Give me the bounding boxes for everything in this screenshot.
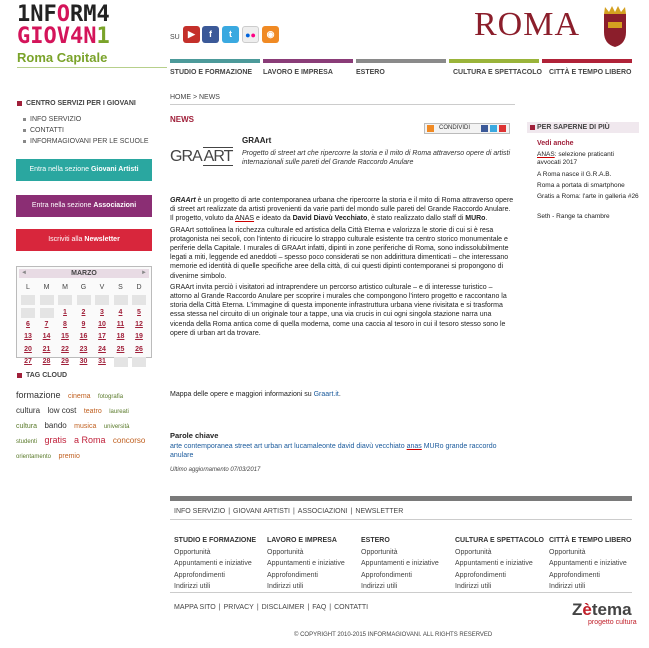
right-section-header [527, 122, 639, 133]
share-icon [427, 125, 434, 132]
tag-cloud-title-text: TAG CLOUD [26, 372, 68, 379]
youtube-icon[interactable]: ▶ [183, 26, 200, 43]
article-subtitle: Progetto di street art che ripercorre la storia e il mito di Roma attraverso opere di artisti internazionali sulle pareti del Grande Raccordo Anulare [242, 150, 511, 166]
footer-menu-secondary [174, 604, 368, 611]
article-text: e ideato da [254, 215, 293, 223]
calendar-day[interactable]: 17 [98, 333, 106, 341]
footer-column-link[interactable]: Approfondimenti [267, 571, 318, 579]
tag-link[interactable]: low cost [47, 406, 77, 415]
footer-column [267, 535, 345, 593]
zetema-logo[interactable] [572, 600, 632, 620]
footer-column-link[interactable]: Indirizzi utili [549, 583, 586, 590]
footer-separator: | [307, 604, 310, 611]
calendar-day[interactable]: 18 [116, 333, 125, 341]
tag-link[interactable]: bando [44, 421, 67, 430]
footer-column-link[interactable]: Approfondimenti [455, 571, 506, 579]
map-text: Mappa delle opere e maggiori informazioni su [170, 391, 314, 398]
facebook-icon[interactable]: f [202, 26, 219, 43]
footer-column-link[interactable]: Appuntamenti e iniziative [361, 560, 439, 567]
tag-cloud-title [17, 372, 67, 379]
footer-column-link[interactable]: Appuntamenti e iniziative [174, 560, 252, 567]
nav-lavoro-impresa[interactable]: LAVORO E IMPRESA [263, 69, 333, 76]
calendar-weekday: D [136, 284, 142, 291]
calendar-day[interactable]: 30 [79, 357, 88, 365]
calendar-prev-icon[interactable]: ◄ [21, 270, 27, 276]
footer-divider [170, 519, 632, 520]
associazioni-button[interactable] [16, 195, 152, 217]
share-label: CONDIVIDI [439, 125, 471, 131]
twitter-icon[interactable]: t [222, 26, 239, 43]
footer-link-newsletter[interactable]: NEWSLETTER [355, 508, 404, 515]
footer-separator: | [292, 508, 295, 515]
button-text: Entra nella sezione [29, 166, 91, 173]
calendar-day[interactable]: 22 [61, 345, 69, 353]
bullet-icon [23, 118, 26, 121]
calendar-month: MARZO [71, 270, 97, 277]
calendar-day[interactable]: 7 [44, 320, 49, 328]
nav-citta-tempo-libero[interactable]: CITTÀ E TEMPO LIBERO [549, 69, 632, 76]
twitter-icon[interactable] [490, 125, 497, 132]
footer-separator: | [218, 604, 221, 611]
button-text: Entra nella sezione [31, 202, 94, 209]
left-item-label: CONTATTI [30, 127, 64, 134]
article-text: . [485, 215, 488, 223]
calendar-day[interactable]: 14 [42, 333, 51, 341]
calendar-day[interactable]: 31 [98, 357, 106, 365]
bullet-icon [23, 140, 26, 143]
footer-column-link[interactable]: Opportunità [361, 548, 398, 556]
see-also-item[interactable]: Seth - Range ta chambre [537, 213, 610, 220]
zetema-subtitle: progetto cultura [588, 619, 637, 626]
facebook-icon[interactable] [481, 125, 488, 132]
left-title-text: CENTRO SERVIZI PER I GIOVANI [26, 100, 136, 107]
article-body [170, 196, 515, 340]
button-text: Iscriviti alla [48, 236, 85, 243]
logo-subtitle: Roma Capitale [17, 50, 108, 65]
tag-link[interactable]: cinema [67, 393, 91, 400]
tag-link[interactable]: formazione [16, 390, 61, 400]
nav-bar-estero [356, 59, 446, 63]
button-text-bold: Associazioni [93, 202, 137, 209]
calendar-day[interactable]: 23 [79, 345, 88, 353]
calendar-day[interactable]: 13 [24, 333, 32, 341]
footer-column-heading[interactable]: ESTERO [361, 537, 390, 544]
calendar-empty-day [40, 295, 54, 305]
article-paragraph: GRAArt invita perciò i visitatori ad intraprendere un percorso artistico culturale – e di interesse turistico – attorno al Grande Raccordo Anulare per scoprire i murales che compongono l'intero progetto e raccontano la storia della Città Eterna. L'immagine di questa imponente infrastruttura urbana viene rivisitata e si trasforma essa stessa nel circuito di un originale tour a tappe, una via crucis in cui ogni singola stazione narra una vicenda della Roma antica come di quella moderna, come una caccia al tesoro in cui il tesoro stesso sono le opere di urban art da trovare. [170, 283, 507, 337]
rss-icon[interactable]: ◉ [262, 26, 279, 43]
see-also-item[interactable]: Roma a portata di smartphone [537, 182, 625, 189]
footer-column-link[interactable]: Opportunità [455, 548, 492, 556]
calendar-header [19, 269, 149, 278]
article-text: ANAS [235, 215, 255, 223]
breadcrumb[interactable]: HOME > NEWS [170, 94, 220, 101]
footer-column [361, 535, 439, 593]
calendar-weekday: M [62, 284, 68, 291]
footer-column-link[interactable]: Opportunità [549, 548, 586, 556]
logo-text: 1 [96, 24, 110, 49]
nav-bar-studio [170, 59, 260, 63]
calendar-empty-day [132, 357, 146, 367]
calendar-weekday: M [43, 284, 50, 291]
footer-column-link[interactable]: Indirizzi utili [361, 583, 398, 590]
article-paragraph [170, 196, 515, 224]
footer-column-heading[interactable]: STUDIO E FORMAZIONE [174, 537, 257, 544]
footer-column-heading[interactable]: CULTURA E SPETTACOLO [455, 537, 544, 544]
calendar-day[interactable]: 1 [63, 308, 67, 316]
calendar-day[interactable]: 3 [100, 308, 104, 316]
calendar-weekday: S [118, 284, 123, 291]
left-section-title [17, 100, 136, 107]
footer-column-heading[interactable]: LAVORO E IMPRESA [267, 537, 337, 544]
tag-link[interactable]: teatro [83, 408, 102, 415]
article-text: , è stato realizzato dallo staff di [367, 215, 466, 223]
tag-link[interactable]: gratis [44, 435, 67, 445]
calendar-day[interactable]: 11 [116, 320, 125, 328]
social-label: SU [170, 34, 180, 41]
zetema-text: Z [572, 600, 583, 619]
keywords-title: Parole chiave [170, 431, 219, 440]
calendar-empty-day [114, 357, 128, 367]
calendar-day[interactable]: 29 [61, 357, 69, 365]
footer-column-link[interactable]: Opportunità [174, 548, 211, 556]
left-item-info-servizio[interactable] [23, 116, 81, 123]
article-text: è un progetto di arte contemporanea urbana che ripercorre la storia e il mito di Roma attraverso opere di street art realizzate da artisti provenienti da varie parti del mondo sulle pareti del Grande Raccordo Anulare. Il progetto, voluto da [170, 197, 514, 223]
calendar-day[interactable]: 16 [79, 333, 88, 341]
footer-divider [170, 592, 632, 593]
zetema-text: tema [591, 600, 632, 619]
see-also-item[interactable]: Gratis a Roma: l'arte in galleria #26 [537, 193, 639, 200]
calendar-day[interactable]: 6 [26, 320, 30, 328]
calendar-weekday: V [99, 284, 105, 291]
calendar-day[interactable]: 9 [81, 320, 86, 328]
button-text-bold: Giovani Artisti [90, 166, 139, 173]
footer-column [549, 535, 631, 593]
tag-link[interactable]: musica [74, 423, 97, 430]
left-item-contatti[interactable] [23, 127, 64, 134]
footer-link-info[interactable]: INFO SERVIZIO [174, 508, 226, 515]
square-bullet-icon [530, 125, 535, 130]
logo-text: O [56, 2, 70, 27]
logo-text: 1NF [17, 2, 57, 27]
tag-cloud [16, 388, 156, 463]
calendar-weekday: L [26, 284, 30, 291]
tag-link[interactable]: cultura [16, 406, 41, 415]
tag-link[interactable]: studenti [16, 439, 38, 445]
calendar-day[interactable]: 10 [98, 320, 106, 328]
calendar-day[interactable]: 28 [42, 357, 51, 365]
footer-bar [170, 496, 632, 501]
see-also-text: ANAS [537, 151, 555, 158]
footer-column-link[interactable]: Appuntamenti e iniziative [549, 560, 627, 567]
footer-column-heading[interactable]: CITTÀ E TEMPO LIBERO [549, 537, 632, 544]
logo-informagiovani-line1[interactable] [17, 4, 110, 26]
footer-menu [174, 508, 403, 515]
newsletter-button[interactable] [16, 229, 152, 251]
right-head-text: PER SAPERNE DI PIÙ [537, 124, 610, 131]
square-bullet-icon [17, 101, 22, 106]
footer-column-link[interactable]: Approfondimenti [361, 571, 412, 579]
footer-link-privacy[interactable]: PRIVACY [223, 604, 254, 611]
see-also-text: : selezione praticanti avvocati 2017 [537, 151, 614, 166]
tag-link[interactable]: fotografia [98, 394, 124, 400]
breadcrumb-divider [170, 104, 515, 105]
footer-column-link[interactable]: Approfondimenti [174, 571, 225, 579]
tag-link[interactable]: laureati [109, 409, 129, 415]
footer-column-link[interactable]: Indirizzi utili [174, 583, 211, 590]
see-also-item[interactable]: A Roma nasce il G.R.A.B. [537, 171, 612, 178]
calendar-day[interactable]: 25 [116, 345, 125, 353]
calendar-weekday: G [80, 284, 87, 291]
calendar-empty-day [21, 295, 35, 305]
calendar-day[interactable]: 5 [137, 308, 141, 316]
see-also-title: Vedi anche [537, 140, 574, 147]
tag-link[interactable]: a Roma [73, 435, 106, 445]
footer-link-mappa[interactable]: MAPPA SITO [174, 604, 216, 611]
zetema-text: è [582, 600, 592, 619]
calendar-day[interactable]: 26 [135, 345, 143, 353]
logo-text: RM4 [70, 2, 110, 27]
logo-divider [17, 67, 167, 68]
keywords-text[interactable]: MURo grande raccordo anulare [170, 443, 497, 459]
calendar-day[interactable]: 19 [135, 333, 143, 341]
map-info [170, 391, 341, 398]
roma-crest-icon [598, 4, 632, 48]
calendar-empty-day [114, 295, 128, 305]
calendar-day[interactable]: 24 [98, 345, 106, 353]
nav-cultura-spettacolo[interactable]: CULTURA E SPETTACOLO [453, 69, 542, 76]
calendar-empty-day [132, 295, 146, 305]
section-label: NEWS [170, 115, 194, 124]
article-text: MURo [465, 215, 486, 223]
logo-text: GIOV4N [17, 24, 97, 49]
see-also-item[interactable] [537, 151, 639, 167]
calendar-day[interactable]: 20 [24, 345, 32, 353]
keywords-list[interactable] [170, 442, 515, 460]
footer-column [455, 535, 544, 593]
left-item-scuole[interactable] [23, 138, 149, 145]
footer-separator: | [350, 508, 353, 515]
calendar-empty-day [40, 308, 54, 318]
keywords-text[interactable]: anas [406, 443, 422, 450]
plus-icon[interactable] [499, 125, 506, 132]
flickr-icon[interactable]: ●● [242, 26, 259, 43]
graart-logo [170, 148, 233, 166]
article-text: GRAArt [170, 197, 196, 204]
footer-link-faq[interactable]: FAQ [312, 604, 327, 611]
footer-column-link[interactable]: Opportunità [267, 548, 304, 556]
button-text-bold: Newsletter [84, 236, 120, 243]
calendar-day[interactable]: 12 [135, 320, 143, 328]
graart-logo-text: GRA [170, 148, 202, 165]
square-bullet-icon [17, 373, 22, 378]
tag-link[interactable]: concorso [112, 436, 146, 445]
calendar-day[interactable]: 27 [24, 357, 32, 365]
left-item-label: INFO SERVIZIO [30, 116, 82, 123]
footer-link-disclaimer[interactable]: DISCLAIMER [261, 604, 305, 611]
calendar [16, 266, 152, 365]
footer-separator: | [329, 604, 332, 611]
tag-link[interactable]: cultura [16, 423, 38, 430]
article-title: GRAArt [242, 136, 272, 145]
article-text: David Diavù Vecchiato [292, 215, 368, 223]
footer-separator: | [256, 604, 259, 611]
copyright: © COPYRIGHT 2010-2015 INFORMAGIOVANI. ALL RIGHTS RESERVED [294, 632, 493, 638]
share-button[interactable] [424, 123, 510, 134]
calendar-empty-day [77, 295, 91, 305]
left-item-label: INFORMAGIOVANI PER LE SCUOLE [30, 138, 149, 145]
giovani-artisti-button[interactable] [16, 159, 152, 181]
nav-bar-cultura [449, 59, 539, 63]
map-text: . [338, 391, 341, 398]
footer-separator: | [228, 508, 231, 515]
last-updated: Ultimo aggiornamento 07/03/2017 [170, 467, 261, 473]
calendar-day[interactable]: 21 [42, 345, 51, 353]
calendar-next-icon[interactable]: ► [141, 270, 147, 276]
logo-informagiovani-line2[interactable] [17, 26, 110, 48]
nav-bar-lavoro [263, 59, 353, 63]
footer-column-link[interactable]: Appuntamenti e iniziative [267, 560, 345, 567]
footer-column-link[interactable]: Indirizzi utili [455, 583, 492, 590]
graart-logo-text: ART [203, 148, 233, 165]
article-paragraph: GRAArt sottolinea la ricchezza culturale ed artistica della Città Eterna e valorizza le storie di cui si è resa protagonista nei secoli, con l'intento di ricucire lo strappo culturale esistente tra centro storico monumentale e periferie della Capitale. I murales di GRAArt infatti, dipinti in zone periferiche di Roma, sono indissolubilmente legati a miti, leggende ed aneddoti – spesso poco considerati se non addirittura dimenticati – che interessano memorie ed identità di quelle specifiche aree della città, di cui questi dipinti contemporanei si propongono di divenirne simbolo. [170, 226, 509, 280]
footer-column [174, 535, 256, 593]
footer-link-contatti[interactable]: CONTATTI [334, 604, 369, 611]
footer-column-link[interactable]: Indirizzi utili [267, 583, 304, 590]
footer-column-link[interactable]: Appuntamenti e iniziative [455, 560, 533, 567]
calendar-empty-day [58, 295, 72, 305]
footer-column-link[interactable]: Approfondimenti [549, 571, 600, 579]
tag-link[interactable]: orientamento [16, 454, 52, 460]
calendar-empty-day [21, 308, 35, 318]
tag-link[interactable]: università [103, 424, 130, 430]
footer-link-giovani-artisti[interactable]: GIOVANI ARTISTI [233, 508, 290, 515]
calendar-day[interactable]: 15 [61, 333, 69, 341]
calendar-empty-day [95, 295, 109, 305]
calendar-day[interactable]: 4 [118, 308, 123, 316]
tag-link[interactable]: premio [58, 453, 80, 460]
roma-brand[interactable]: ROMA [474, 6, 581, 43]
calendar-day[interactable]: 2 [81, 308, 86, 316]
footer-link-associazioni[interactable]: ASSOCIAZIONI [297, 508, 348, 515]
keywords-text[interactable]: arte contemporanea street art urban art lucamaleonte david diavù vecchiato [170, 443, 407, 450]
nav-bar-citta [542, 59, 632, 63]
nav-studio-formazione[interactable]: STUDIO E FORMAZIONE [170, 69, 253, 76]
graart-link[interactable]: Graart.it [313, 391, 339, 398]
nav-estero[interactable]: ESTERO [356, 69, 385, 76]
bullet-icon [23, 129, 26, 132]
calendar-day[interactable]: 8 [63, 320, 67, 328]
